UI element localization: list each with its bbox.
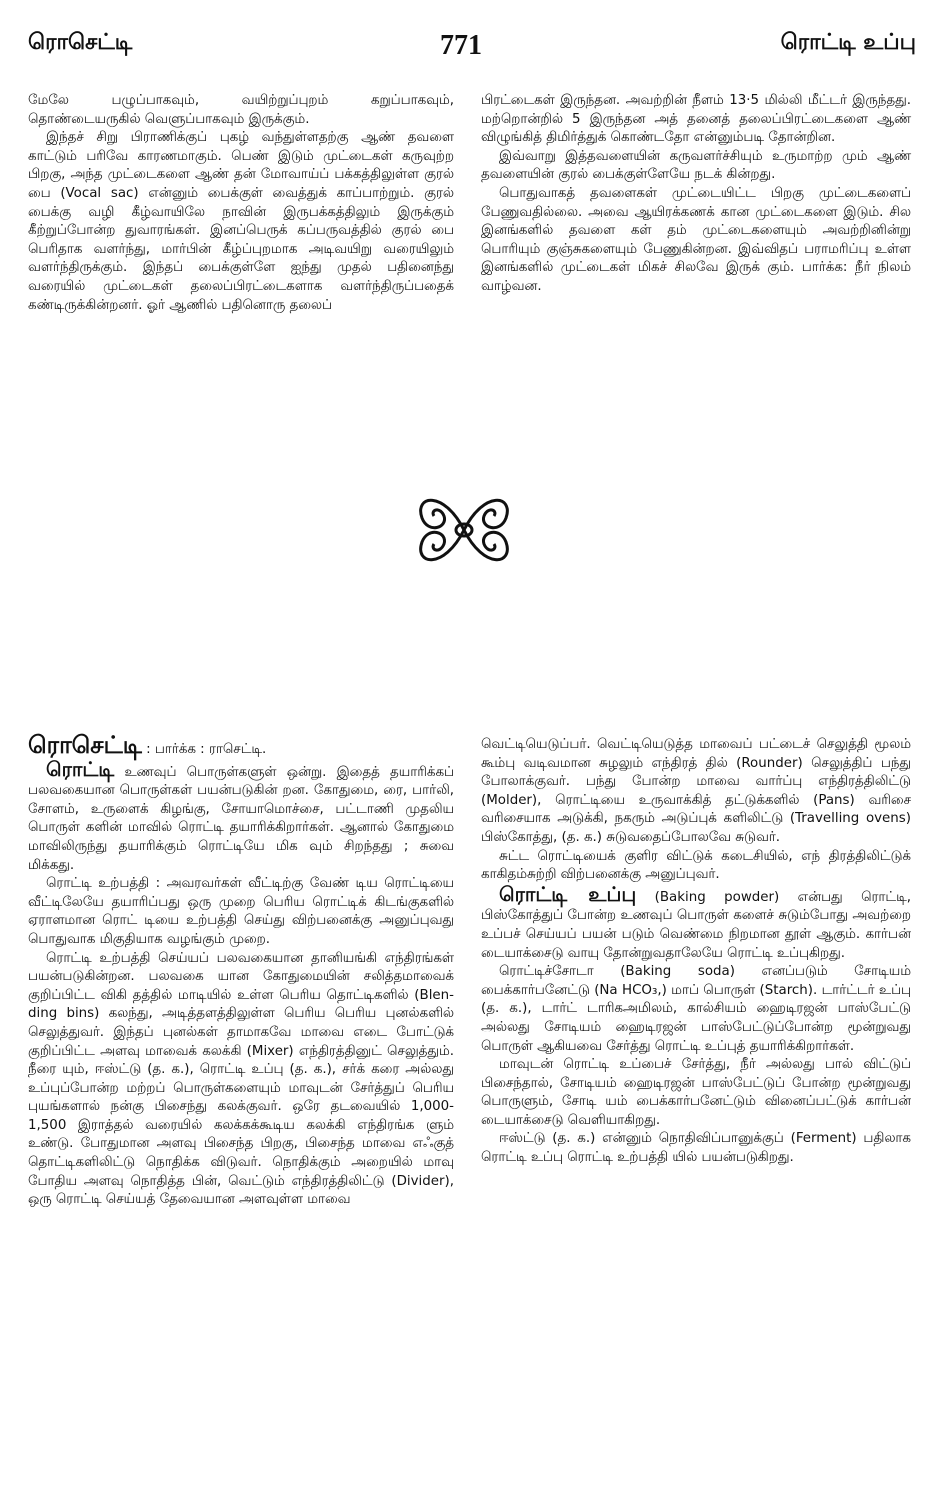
paragraph: மேலே பழுப்பாகவும், வயிற்றுப்புறம் கறுப்பாகவும், தொண்டையருகில் வெளுப்பாகவும் இருக்கும். [28,93,454,127]
paragraph: வெட்டியெடுப்பர். வெட்டியெடுத்த மாவைப் பட்டைச் செலுத்தி மூலம் கூம்பு வடிவமான சுழலும் எந்திரத் தில் (Rounder) செலுத்திப் பந்து போலாக்குவர். பந்து போன்ற மாவை வார்ப்பு எந்திரத்திலிட்டு (Molder), ரொட்டியை உருவாக்கித் தட்டுக்களில் (Pans) வரிசை வரிசையாக அடுக்கி, நகரும் அடுப்புக் களிலிட்டு (Travelling ovens) பிஸ்கோத்து, (த. க.) சுடுவதைப்போலவே சுடுவர். [481,737,911,845]
paragraph: ரொட்டி உற்பத்தி செய்யப் பலவகையான தானியங்கி எந்திரங்கள் பயன்படுகின்றன. பலவகை யான கோதுமையின் சலித்தமாவைக் குறிப்பிட்ட விகி தத்தில் மாடியில் உள்ள பெரிய தொட்டிகளில் (Blen- ding bins) கலந்து, அடித்தளத்திலுள்ள பெரிய பெரிய புனல்களில் செலுத்துவர். இந்தப் புனல்கள் தாமாகவே மாவை எடை போட்டுக் குறிப்பிட்ட அளவு மாவைக் கலக்கி (Mixer) எந்திரத்தினுட் செலுத்தும். நீரை யும், ஈஸ்ட்டு (த. க.), ரொட்டி உப்பு (த. க.), சர்க் கரை அல்லது உப்புப்போன்ற மற்றப் பொருள்களையும் மாவுடன் சேர்த்துப் பெரிய புயங்களால் நன்கு பிசைந்து கலக்குவர். ஒரே தடவையில் 1,000-1,500 இராத்தல் வரையில் கலக்கக்கூடிய கலக்கி எந்திரங்க ளும் உண்டு. போதுமான அளவு பிசைந்த பிறகு, பிசைந்த மாவை எஃகுத் தொட்டிகளிலிட்டு நொதிக்க விடுவர். நொதிக்கும் அறையில் மாவு போதிய அளவு நொதித்த பின், வெட்டும் எந்திரத்திலிட்டு (Divider), ஒரு ரொட்டி செய்யத் தேவையான அளவுள்ள மாவை [28,950,454,1208]
entry-heading: ரொசெட்டி [28,731,142,759]
section-ornament [404,480,524,580]
paragraph: இவ்வாறு இத்தவளையின் கருவளர்ச்சியும் உருமாற்ற மும் ஆண் தவளையின் குரல் பைக்குள்ளேயே நடக் கின்றது. [481,148,911,183]
paragraph: மாவுடன் ரொட்டி உப்பைச் சேர்த்து, நீர் அல்லது பால் விட்டுப் பிசைந்தால், சோடியம் ஹைடிரஜன் பாஸ்பேட்டுப் போன்ற மூன்றுவது பொருளும், சோடி யம் பைக்கார்பனேட்டும் வினைப்பட்டுக் கார்பன் டையாக்சைடு வெளியாகிறது. [481,1057,911,1128]
entry-crossref: : பார்க்க : ராசெட்டி. [146,742,267,757]
paragraph: இந்தச் சிறு பிராணிக்குப் புகழ் வந்துள்ளதற்கு ஆண் தவளை காட்டும் பரிவே காரணமாகும். பெண் இடும் முட்டைகள் கருவுற்ற பிறகு, அந்த முட்டைகளை ஆண் தன் மோவாய்ப் பக்கத்திலுள்ள குரல் பை (Vocal sac) என்னும் பைக்குள் வைத்துக் காப்பாற்றும். குரல் பைக்கு வழி கீழ்வாயிலே நாவின் இருபக்கத்திலும் இருக்கும் கீற்றுப்போன்ற துவாரங்கள். இனப்பெருக் கப்பருவத்தில் குரல் பை பெரிதாக வளர்ந்து, மார்பின் கீழ்ப்புறமாக அடிவயிறு வரையிலும் வளர்ந்திருக்கும். இந்தப் பைக்குள்ளே ஐந்து முதல் பதினைந்து வரையில் முட்டைகள் தலைப்பிரட்டைகளாக வளர்ந்திருப்பதைக் கண்டிருக்கின்றனர். ஓர் ஆணில் பதினொரு தலைப் [28,130,454,313]
entry-heading: ரொட்டி உப்பு [499,881,637,906]
paragraph: சுட்ட ரொட்டியைக் குளிர விட்டுக் கடைசியில், எந் திரத்திலிட்டுக் காகிதம்சுற்றி விற்பனைக்கு அனுப்புவர். [481,848,911,883]
paragraph: ரொட்டி உற்பத்தி : அவரவர்கள் வீட்டிற்கு வேண் டிய ரொட்டியை வீட்டிலேயே தயாரிப்பது ஒரு முறை பெரிய ரொட்டிக் கிடங்குகளில் ஏராளமான ரொட் டியை உற்பத்தி செய்து விற்பனைக்கு அனுப்புவது பொதுவாக மிகுதியாக வழங்கும் முறை. [28,876,454,947]
top-left-column [28,92,454,315]
paragraph: ஈஸ்ட்டு (த. க.) என்னும் நொதிவிப்பானுக்குப் (Ferment) பதிலாக ரொட்டி உப்பு ரொட்டி உற்பத்தி யில் பயன்படுகிறது. [481,1131,911,1166]
paragraph: பிரட்டைகள் இருந்தன. அவற்றின் நீளம் 13·5 மில்லி மீட்டர் இருந்தது. மற்றொன்றில் 5 இருந்தன அத் தனைத் தலைப்பிரட்டைகளை ஆண் விழுங்கித் திமிர்த்துக் கொண்டதோ என்னும்படி தோன்றின. [481,93,911,146]
paragraph: ரொட்டிச்சோடா (Baking soda) எனப்படும் சோடியம் பைக்கார்பனேட்டு (Na HCO₃,) மாப் பொருள் (Starch). டார்ட்டர் உப்பு (த. க.), டார்ட் டாரிகஅமிலம், கால்சியம் ஹைடிரஜன் பாஸ்பேட்டு அல்லது சோடியம் ஹைடிரஜன் பாஸ்பேட்டுப்போன்ற மூன்றுவது பொருள் ஆகியவை சேர்த்து ரொட்டி உப்புத் தயாரிக்கிறார்கள். [481,964,911,1054]
entry-text: (Baking powder) என்பது ரொட்டி, பிஸ்கோத்துப் போன்ற உணவுப் பொருள் களைச் சுடும்போது அவற்றை உப்பச் செய்யப் பயன் படும் வெண்மை நிறமான தூள் ஆகும். கார்பன் டையாக்சைடு வாயு தோன்றுவதாலேயே ரொட்டி உப்புகிறது. [481,889,911,961]
running-head-right: ரொட்டி உப்பு [780,30,916,55]
bottom-left-column [28,731,454,1210]
entry-text: உணவுப் பொருள்களுள் ஒன்று. இதைத் தயாரிக்கப் பலவகையான பொருள்கள் பயன்படுகின் றன. கோதுமை, ரை, பார்லி, சோளம், உருளைக் கிழங்கு, சோயாமொச்சை, பட்டாணி முதலிய பொருள் களின் மாவில் ரொட்டி தயாரிக்கிறார்கள். ஆனால் கோதுமை மாவிலிருந்து தயாரிக்கும் ரொட்டியே மிக வும் சிறந்தது ; சுவை மிக்கது. [28,764,454,873]
running-head-left: ரொசெட்டி [28,30,133,55]
entry-heading: ரொட்டி [46,756,115,781]
bottom-right-column [481,736,911,1168]
page-number: 771 [440,30,482,61]
paragraph: பொதுவாகத் தவளைகள் முட்டையிட்ட பிறகு முட்டைகளைப் பேணுவதில்லை. அவை ஆயிரக்கணக் கான முட்டைகளை இடும். சில இனங்களில் தவளை கள் தம் முட்டைகளையும் அவற்றினின்று பொரியும் குஞ்சுகளையும் பேணுகின்றன. இவ்விதப் பராமரிப்பு உள்ள இனங்களில் முட்டைகள் மிகச் சிலவே இருக் கும். பார்க்க: நீர் நிலம் வாழ்வன. [481,185,911,294]
top-right-column [481,92,911,297]
